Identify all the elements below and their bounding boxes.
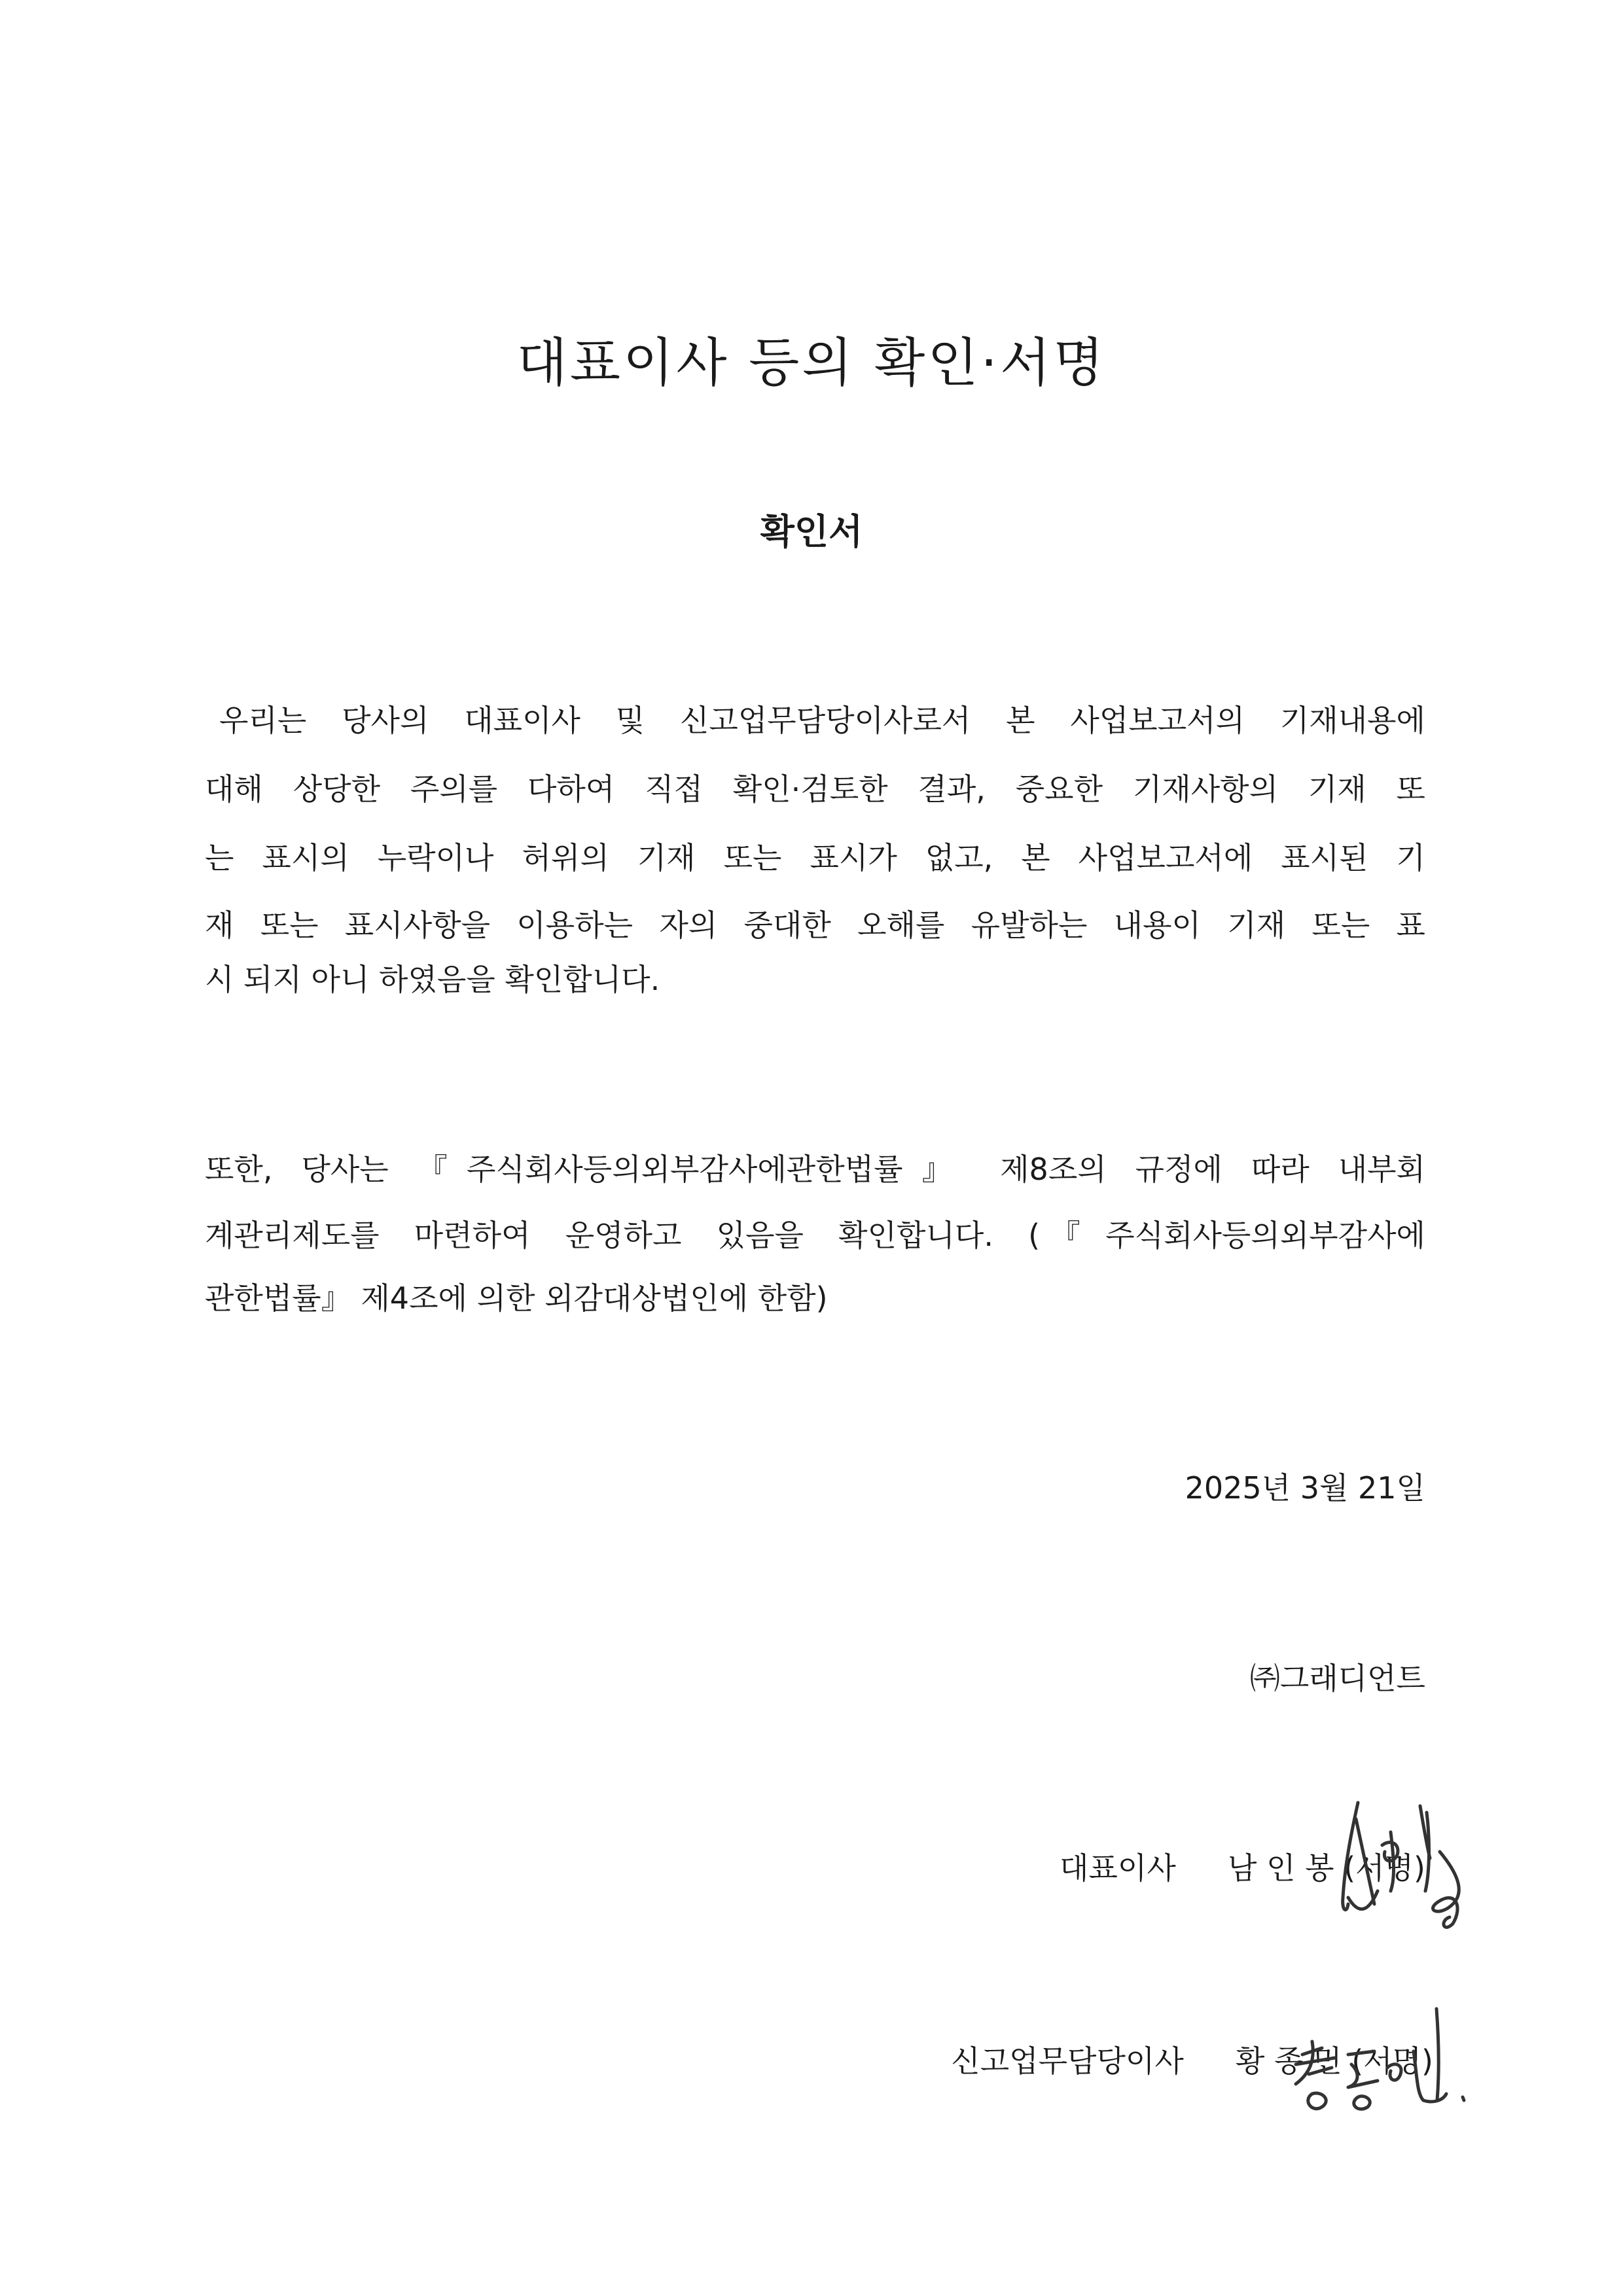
paragraph1-line: 시 되지 아니 하였음을 확인합니다. [205, 962, 660, 997]
director-role: 신고업무담당이사 [951, 2043, 1184, 2079]
director-handwritten-signature [1283, 2002, 1505, 2120]
paragraph2-line: 관한법률』 제4조에 의한 외감대상법인에 한함) [205, 1280, 828, 1316]
ceo-role: 대표이사 [1060, 1850, 1176, 1886]
paragraph1-line: 재 또는 표시사항을 이용하는 자의 중대한 오해를 유발하는 내용이 기재 또는 표 [205, 908, 1425, 943]
director-sign-label: (서명) [1351, 2043, 1433, 2079]
ceo-handwritten-signature [1099, 1793, 1518, 1943]
company-name: ㈜그래디언트 [1249, 1661, 1425, 1696]
ceo-name: 남 인 봉 [1228, 1850, 1334, 1886]
document-title: 대표이사 등의 확인·서명 [516, 332, 1107, 393]
document-subtitle: 확인서 [760, 511, 863, 552]
director-name: 황 종 민 [1236, 2043, 1342, 2079]
document-date: 2025년 3월 21일 [1185, 1470, 1425, 1506]
paragraph1-line: 대해 상당한 주의를 다하여 직접 확인·검토한 결과, 중요한 기재사항의 기재 또 [205, 771, 1425, 807]
paragraph1-line: 는 표시의 누락이나 허위의 기재 또는 표시가 없고, 본 사업보고서에 표시된 기 [205, 840, 1425, 875]
paragraph2-line: 또한, 당사는 『주식회사등의외부감사에관한법률』 제8조의 규정에 따라 내부회 [205, 1152, 1425, 1187]
paragraph1-line: 우리는 당사의 대표이사 및 신고업무담당이사로서 본 사업보고서의 기재내용에 [219, 703, 1425, 738]
paragraph2-line: 계관리제도를 마련하여 운영하고 있음을 확인합니다. (『주식회사등의외부감사에 [205, 1218, 1425, 1253]
ceo-sign-label: (서명) [1344, 1850, 1425, 1886]
